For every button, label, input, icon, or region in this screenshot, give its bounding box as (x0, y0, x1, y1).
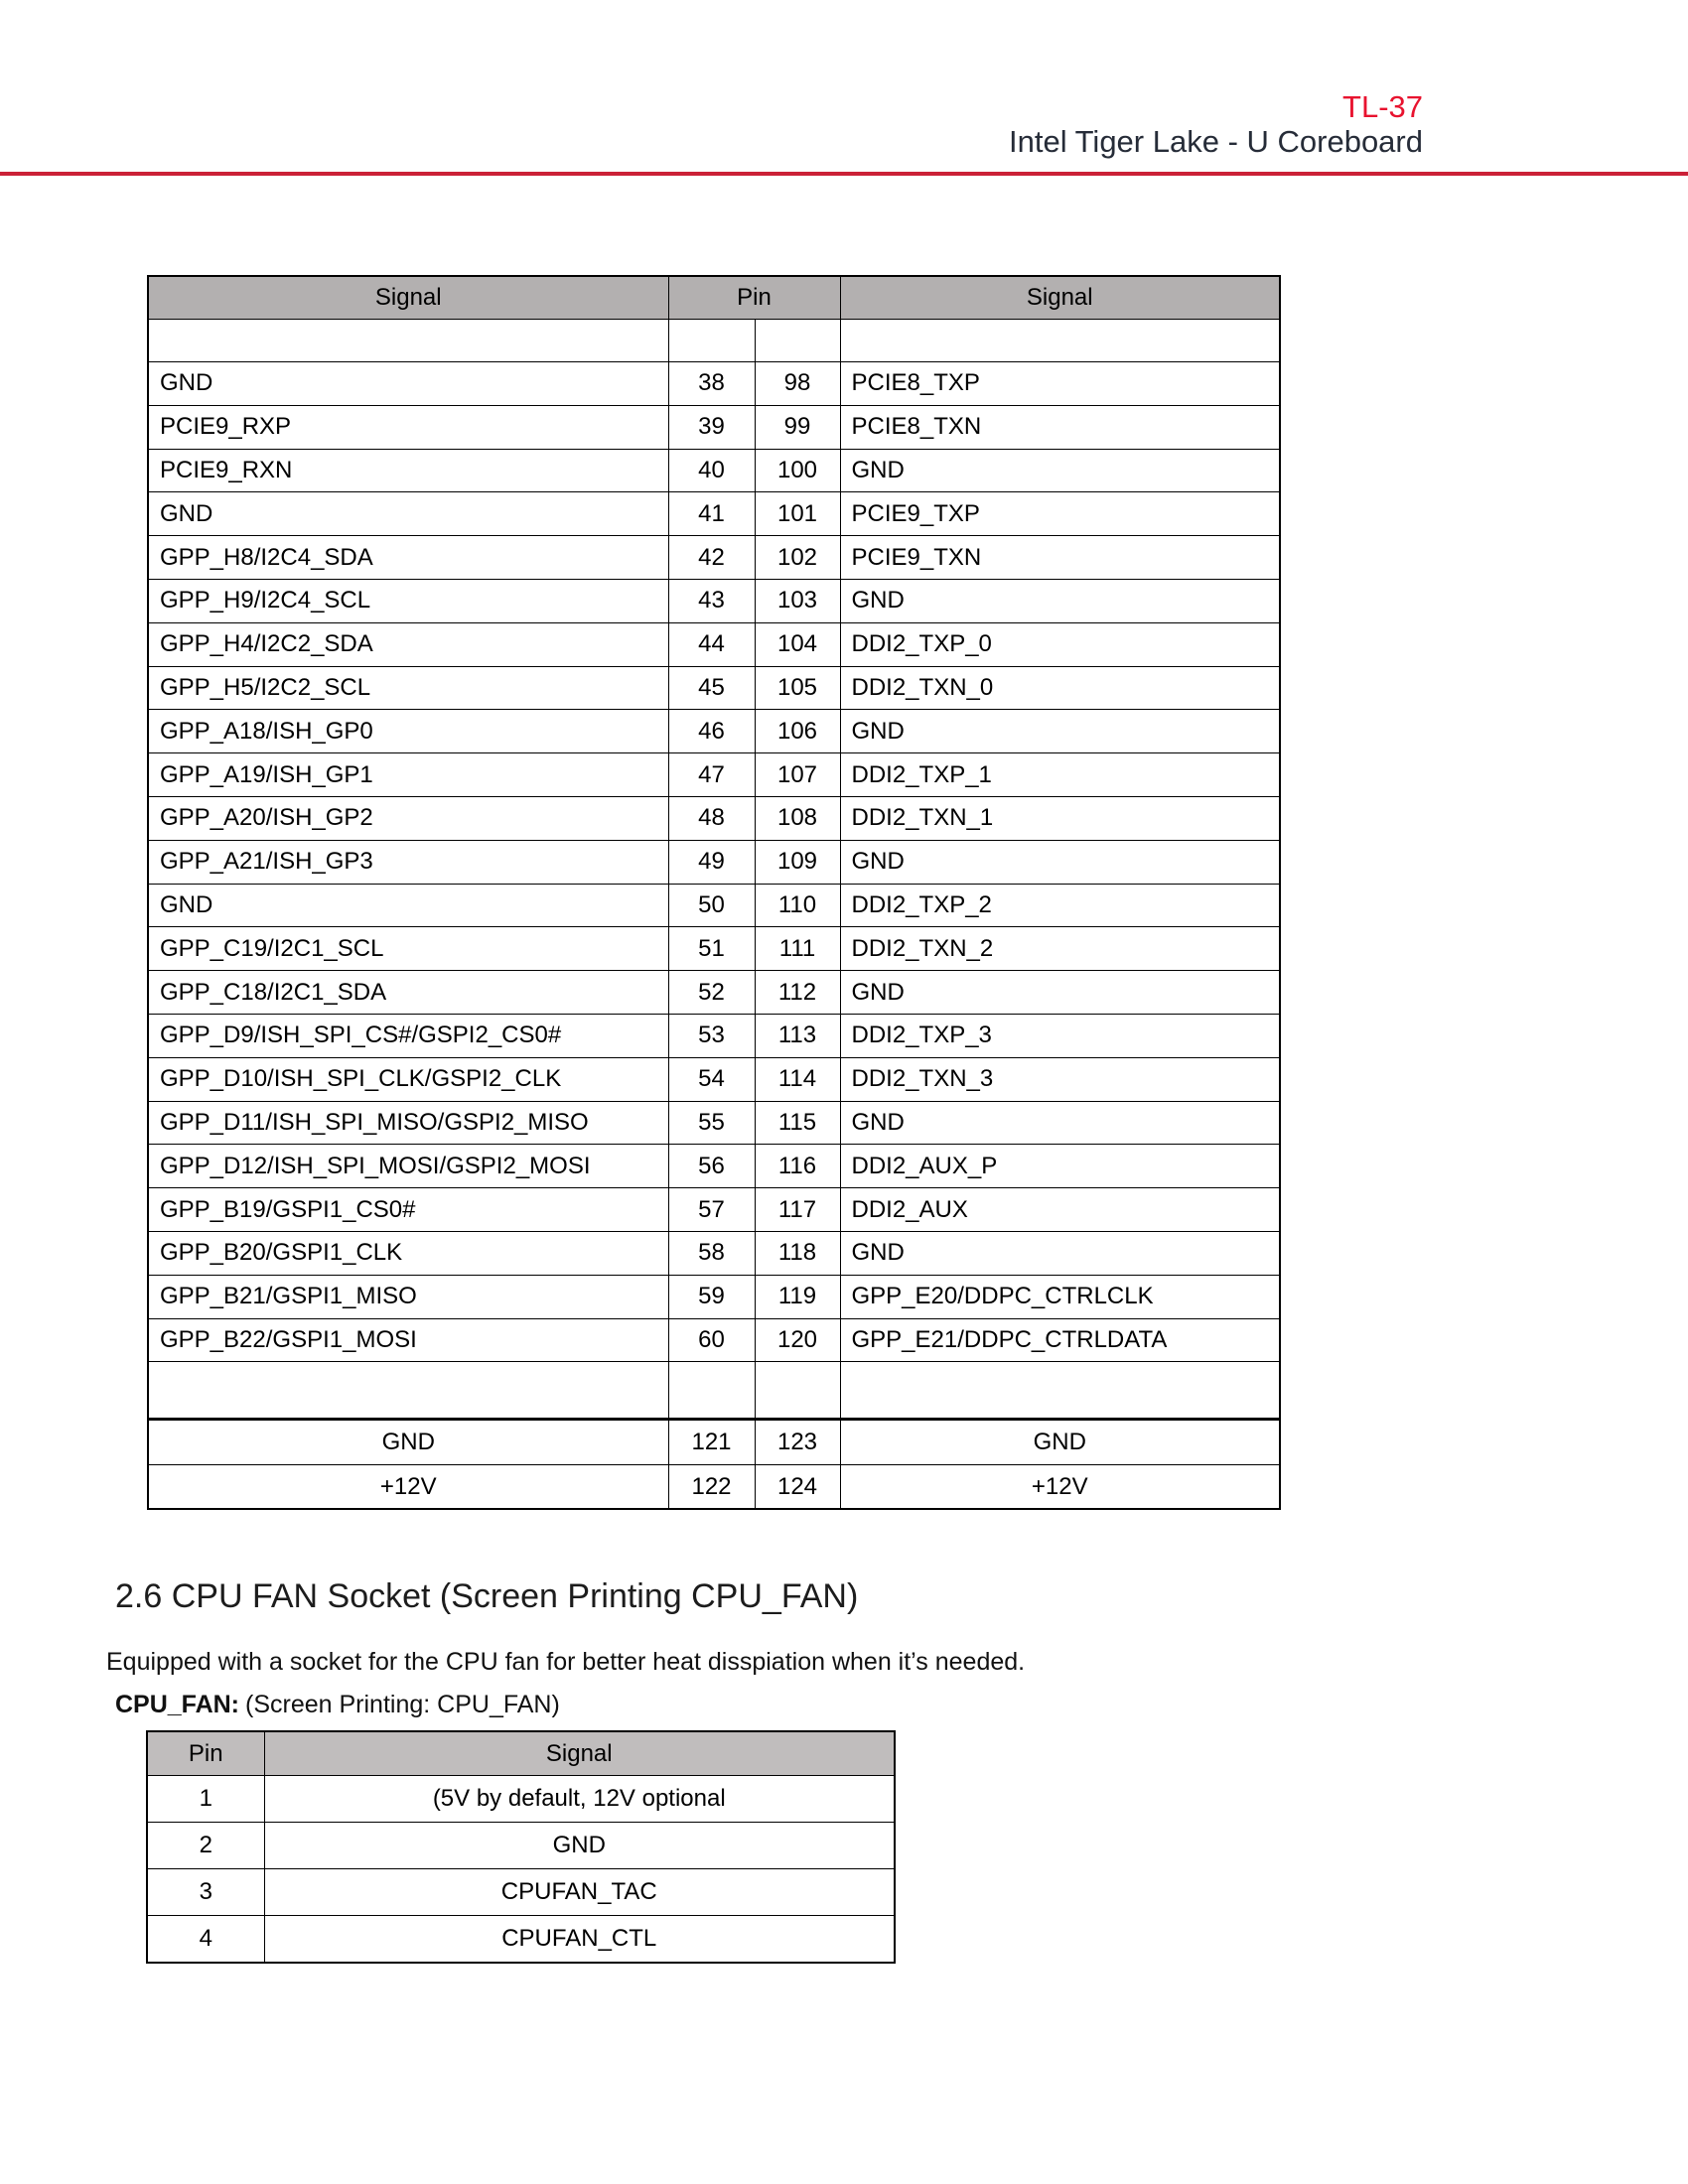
section-heading: 2.6 CPU FAN Socket (Screen Printing CPU_FAN) (115, 1577, 859, 1615)
pin-cell: 109 (755, 840, 840, 884)
table-row (148, 971, 1280, 1015)
table-row (147, 1776, 895, 1823)
table-row (148, 1318, 1280, 1362)
signal-cell: GND (148, 362, 668, 406)
pin-cell: 43 (668, 579, 755, 622)
signal-cell: +12V (840, 1464, 1280, 1509)
table-row (148, 666, 1280, 710)
signal-cell: PCIE8_TXP (840, 362, 1280, 406)
table-row (148, 1101, 1280, 1145)
pin-cell: 44 (668, 622, 755, 666)
pin-cell: 54 (668, 1057, 755, 1101)
signal-cell: (5V by default, 12V optional (264, 1776, 895, 1823)
cpu-fan-table-header-row (147, 1731, 895, 1776)
doc-title: Intel Tiger Lake - U Coreboard (1009, 124, 1423, 159)
header-rule (0, 172, 1688, 176)
pin-cell: 101 (755, 492, 840, 536)
signal-cell: DDI2_TXP_0 (840, 622, 1280, 666)
pin-cell: 2 (147, 1823, 264, 1869)
pin-cell: 102 (755, 536, 840, 580)
table-row (148, 1014, 1280, 1057)
cpu-fan-label (115, 1691, 560, 1719)
signal-cell: PCIE9_TXP (840, 492, 1280, 536)
signal-cell: CPUFAN_CTL (264, 1916, 895, 1964)
pin-cell: 1 (147, 1776, 264, 1823)
column-header-signal-right: Signal (840, 276, 1280, 320)
signal-cell: GPP_H5/I2C2_SCL (148, 666, 668, 710)
table-row (148, 1231, 1280, 1275)
pin-cell: 50 (668, 884, 755, 927)
pin-cell: 108 (755, 796, 840, 840)
signal-cell: +12V (148, 1464, 668, 1509)
pin-cell: 110 (755, 884, 840, 927)
signal-cell: GPP_C19/I2C1_SCL (148, 927, 668, 971)
signal-cell: GND (840, 1101, 1280, 1145)
signal-cell: GND (840, 710, 1280, 753)
pin-cell: 39 (668, 405, 755, 449)
doc-code: TL-37 (1342, 89, 1423, 124)
signal-cell: PCIE9_RXP (148, 405, 668, 449)
pin-cell: 4 (147, 1916, 264, 1964)
table-row (148, 622, 1280, 666)
table-row (148, 579, 1280, 622)
signal-cell: GPP_A20/ISH_GP2 (148, 796, 668, 840)
signal-cell: PCIE8_TXN (840, 405, 1280, 449)
signal-cell: GPP_D10/ISH_SPI_CLK/GSPI2_CLK (148, 1057, 668, 1101)
empty-row (148, 320, 1280, 362)
signal-cell: GPP_A19/ISH_GP1 (148, 753, 668, 797)
table-row (148, 405, 1280, 449)
pin-cell: 3 (147, 1869, 264, 1916)
pin-cell: 45 (668, 666, 755, 710)
pin-cell: 42 (668, 536, 755, 580)
pin-cell: 116 (755, 1145, 840, 1188)
pin-cell: 119 (755, 1275, 840, 1318)
signal-cell: DDI2_TXP_2 (840, 884, 1280, 927)
pin-cell: 55 (668, 1101, 755, 1145)
cpu-fan-table (146, 1730, 896, 1964)
signal-cell: DDI2_TXN_0 (840, 666, 1280, 710)
pin-cell: 104 (755, 622, 840, 666)
signal-cell: DDI2_TXN_2 (840, 927, 1280, 971)
column-header-signal: Signal (264, 1731, 895, 1776)
pin-cell: 118 (755, 1231, 840, 1275)
signal-cell: DDI2_AUX (840, 1188, 1280, 1232)
signal-cell: DDI2_TXN_3 (840, 1057, 1280, 1101)
pin-table (147, 275, 1281, 1510)
signal-cell: GPP_D9/ISH_SPI_CS#/GSPI2_CS0# (148, 1014, 668, 1057)
doc-header (0, 89, 1423, 160)
signal-cell: GPP_B19/GSPI1_CS0# (148, 1188, 668, 1232)
table-row (148, 1057, 1280, 1101)
pin-cell: 40 (668, 449, 755, 492)
pin-cell: 113 (755, 1014, 840, 1057)
table-row (148, 1420, 1280, 1465)
table-row (148, 710, 1280, 753)
pin-cell: 47 (668, 753, 755, 797)
pin-cell: 52 (668, 971, 755, 1015)
table-row (147, 1823, 895, 1869)
pin-cell: 100 (755, 449, 840, 492)
signal-cell: GPP_E21/DDPC_CTRLDATA (840, 1318, 1280, 1362)
signal-cell: GPP_D11/ISH_SPI_MISO/GSPI2_MISO (148, 1101, 668, 1145)
pin-table-body (148, 362, 1280, 1362)
pin-cell: 53 (668, 1014, 755, 1057)
pin-cell: 114 (755, 1057, 840, 1101)
pin-cell: 107 (755, 753, 840, 797)
signal-cell: CPUFAN_TAC (264, 1869, 895, 1916)
pin-table-header-row (148, 276, 1280, 320)
pin-cell: 58 (668, 1231, 755, 1275)
pin-cell: 123 (755, 1420, 840, 1465)
pin-cell: 59 (668, 1275, 755, 1318)
table-row (148, 1464, 1280, 1509)
table-row (148, 927, 1280, 971)
signal-cell: GND (840, 1231, 1280, 1275)
table-row (147, 1869, 895, 1916)
pin-cell: 98 (755, 362, 840, 406)
signal-cell: GND (148, 884, 668, 927)
signal-cell: GND (840, 971, 1280, 1015)
pin-cell: 60 (668, 1318, 755, 1362)
signal-cell: GPP_A18/ISH_GP0 (148, 710, 668, 753)
table-row (148, 536, 1280, 580)
section-paragraph: Equipped with a socket for the CPU fan for better heat disspiation when it’s needed. (106, 1648, 1026, 1676)
pin-cell: 41 (668, 492, 755, 536)
table-row (148, 362, 1280, 406)
column-header-pin: Pin (147, 1731, 264, 1776)
signal-cell: GND (840, 1420, 1280, 1465)
pin-cell: 105 (755, 666, 840, 710)
pin-table-power-body (148, 1420, 1280, 1510)
signal-cell: GPP_D12/ISH_SPI_MOSI/GSPI2_MOSI (148, 1145, 668, 1188)
table-row (148, 796, 1280, 840)
pin-cell: 57 (668, 1188, 755, 1232)
signal-cell: GPP_B22/GSPI1_MOSI (148, 1318, 668, 1362)
signal-cell: GND (840, 579, 1280, 622)
signal-cell: GPP_B20/GSPI1_CLK (148, 1231, 668, 1275)
signal-cell: PCIE9_RXN (148, 449, 668, 492)
pin-cell: 111 (755, 927, 840, 971)
pin-cell: 49 (668, 840, 755, 884)
table-row (148, 1145, 1280, 1188)
pin-cell: 112 (755, 971, 840, 1015)
pin-cell: 56 (668, 1145, 755, 1188)
table-row (148, 884, 1280, 927)
table-row (148, 840, 1280, 884)
signal-cell: GND (148, 1420, 668, 1465)
table-row (147, 1916, 895, 1964)
pin-cell: 51 (668, 927, 755, 971)
pin-cell: 38 (668, 362, 755, 406)
pin-cell: 48 (668, 796, 755, 840)
pin-cell: 117 (755, 1188, 840, 1232)
pin-cell: 120 (755, 1318, 840, 1362)
table-row (148, 753, 1280, 797)
signal-cell: GPP_H9/I2C4_SCL (148, 579, 668, 622)
table-row (148, 449, 1280, 492)
table-row (148, 492, 1280, 536)
signal-cell: DDI2_TXP_3 (840, 1014, 1280, 1057)
column-header-signal-left: Signal (148, 276, 668, 320)
signal-cell: GPP_H8/I2C4_SDA (148, 536, 668, 580)
cpu-fan-table-body (147, 1776, 895, 1964)
signal-cell: GPP_E20/DDPC_CTRLCLK (840, 1275, 1280, 1318)
signal-cell: DDI2_TXN_1 (840, 796, 1280, 840)
empty-row (148, 1362, 1280, 1420)
pin-cell: 46 (668, 710, 755, 753)
signal-cell: DDI2_AUX_P (840, 1145, 1280, 1188)
signal-cell: GPP_B21/GSPI1_MISO (148, 1275, 668, 1318)
pin-cell: 121 (668, 1420, 755, 1465)
table-row (148, 1188, 1280, 1232)
signal-cell: GND (840, 449, 1280, 492)
signal-cell: PCIE9_TXN (840, 536, 1280, 580)
pin-cell: 124 (755, 1464, 840, 1509)
signal-cell: GND (148, 492, 668, 536)
cpu-fan-label-bold: CPU_FAN: (115, 1691, 240, 1718)
pin-cell: 106 (755, 710, 840, 753)
signal-cell: GPP_H4/I2C2_SDA (148, 622, 668, 666)
table-row (148, 1275, 1280, 1318)
pin-cell: 115 (755, 1101, 840, 1145)
signal-cell: DDI2_TXP_1 (840, 753, 1280, 797)
column-header-pin: Pin (668, 276, 840, 320)
signal-cell: GPP_C18/I2C1_SDA (148, 971, 668, 1015)
signal-cell: GND (264, 1823, 895, 1869)
pin-cell: 103 (755, 579, 840, 622)
pin-cell: 99 (755, 405, 840, 449)
signal-cell: GND (840, 840, 1280, 884)
cpu-fan-label-rest: (Screen Printing: CPU_FAN) (245, 1691, 560, 1718)
signal-cell: GPP_A21/ISH_GP3 (148, 840, 668, 884)
pin-cell: 122 (668, 1464, 755, 1509)
